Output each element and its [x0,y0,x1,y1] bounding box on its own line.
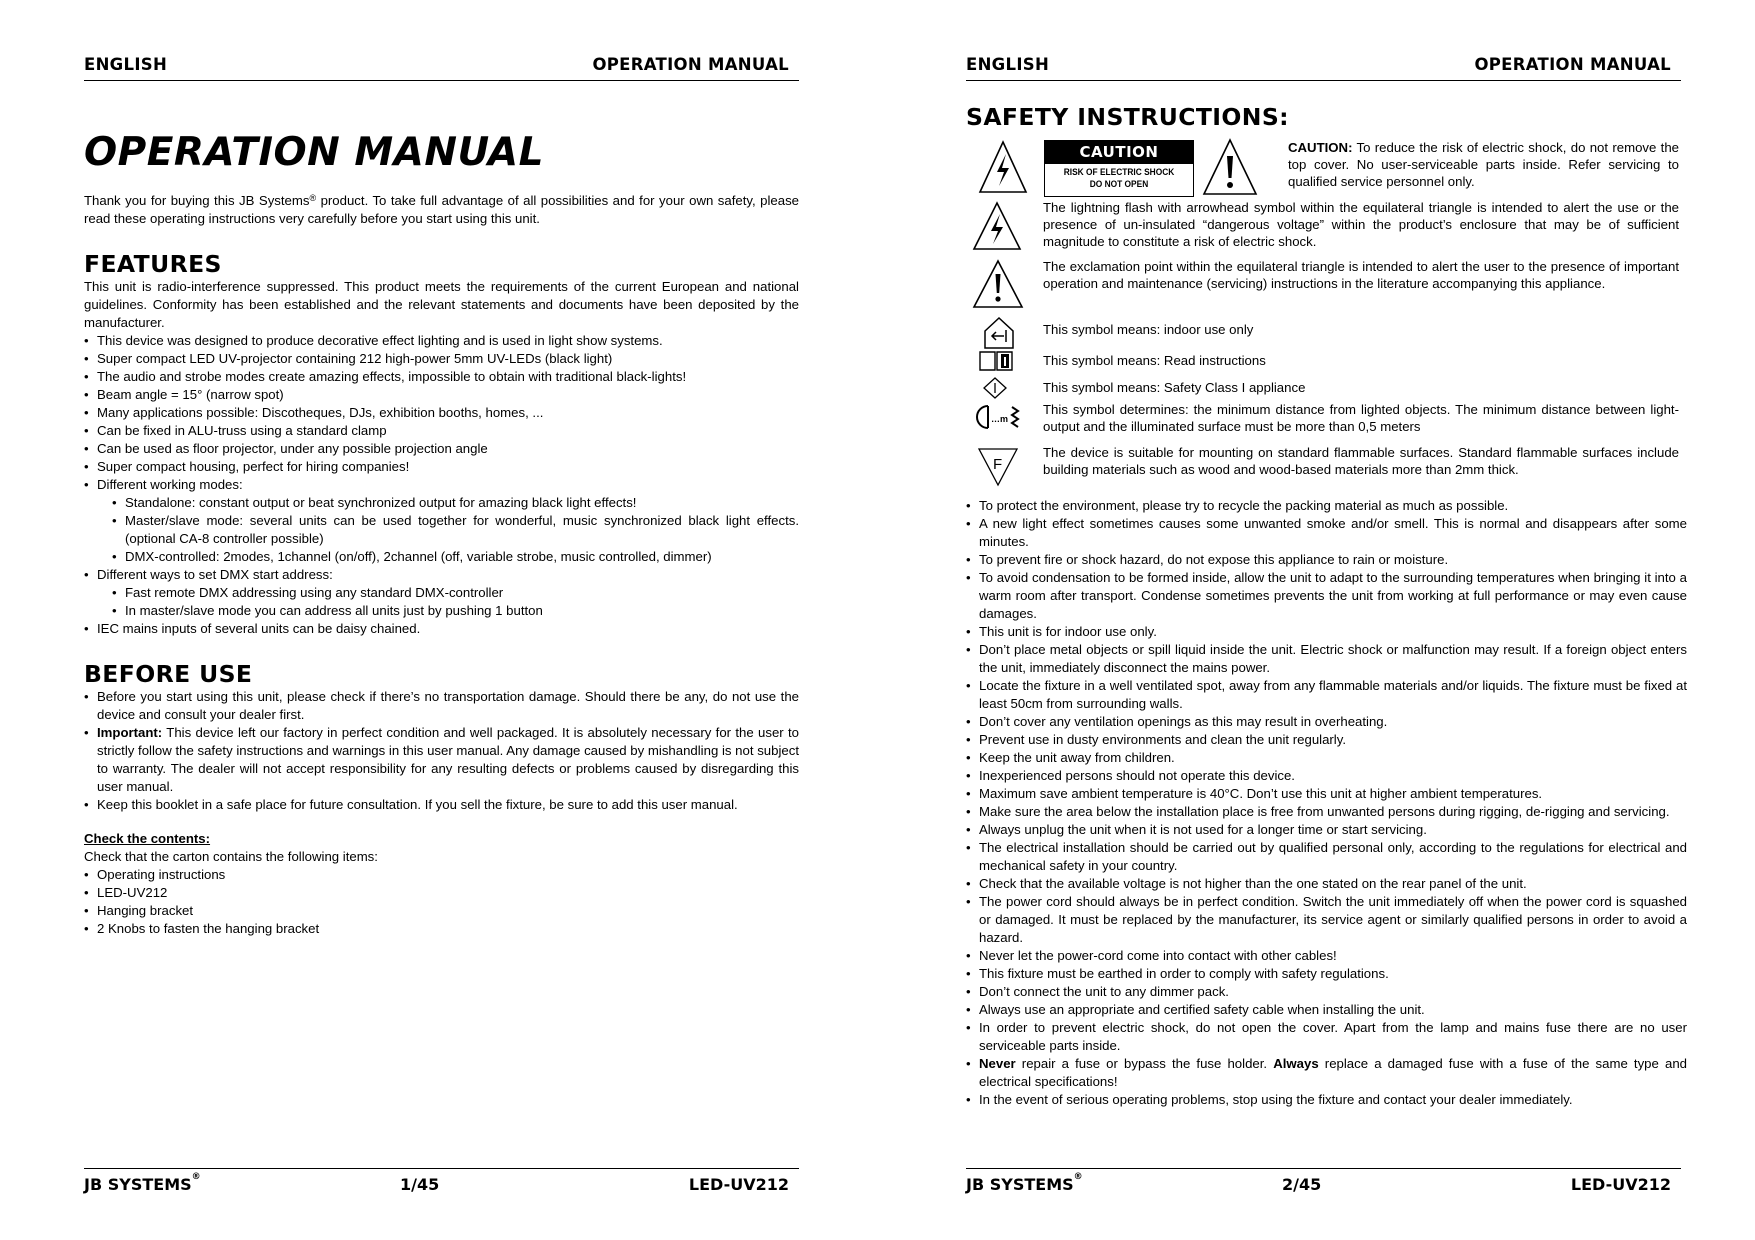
features-list [84,332,799,494]
dmx-address-list [84,584,799,620]
list-item: • Maximum save ambient temperature is 40°C. Don’t use this unit at higher ambient temperatures. [966,785,1687,803]
flammable-label: F [993,456,1003,473]
page-footer [966,1168,1681,1195]
list-item: • Before you start using this unit, please check if there’s no transportation damage. Should there be any, do not use the device and consult your dealer first. [84,688,799,724]
list-item: • Never repair a fuse or bypass the fuse holder. Always replace a damaged fuse with a fuse of the same type and electrical specifications! [966,1055,1687,1091]
list-item: • To protect the environment, please try to recycle the packing material as much as possible. [966,497,1687,515]
list-item: • In order to prevent electric shock, do not open the cover. Apart from the lamp and mains fuse there are no user serviceable parts inside. [966,1019,1687,1055]
page-left [84,0,799,1240]
list-item: • Make sure the area below the installation place is free from unwanted persons during rigging, de-rigging and servicing. [966,803,1687,821]
footer-model: LED-UV212 [1570,1175,1671,1194]
list-item: • Don’t place metal objects or spill liquid inside the unit. Electric shock or malfunction may result. If a foreign object enters the unit, immediately disconnect the mains power. [966,641,1687,677]
list-item: • Don’t cover any ventilation openings as this may result in overheating. [966,713,1687,731]
contents-heading: Check the contents: [84,831,211,846]
footer-page-number: 2/45 [1282,1175,1322,1194]
exclamation-warning-icon [1202,138,1258,196]
symbol-description: The lightning flash with arrowhead symbol within the equilateral triangle is intended to alert the use or the presence of un-insulated “dangerous voltage” within the product’s enclosure that may be of sufficient magnitude to constitute a risk of electric shock. [1043,200,1679,249]
footer-page-number: 1/45 [400,1175,440,1194]
features-list-cont [84,566,799,584]
list-item: • Never let the power-cord come into contact with other cables! [966,947,1687,965]
page-header [966,54,1681,81]
list-item: • Operating instructions [84,866,799,884]
list-item: • In the event of serious operating problems, stop using the fixture and contact your dealer immediately. [966,1091,1687,1109]
list-item: • A new light effect sometimes causes some unwanted smoke and/or smell. This is normal and disappears after some minutes. [966,515,1687,551]
list-item: • Keep the unit away from children. [966,749,1687,767]
caution-text: CAUTION: To reduce the risk of electric shock, do not remove the top cover. No user-serviceable parts inside. Refer servicing to qualified service personnel only. [1288,140,1679,189]
safety-class-icon [983,377,1007,403]
distance-label: …m [991,414,1009,424]
list-item: • Prevent use in dusty environments and clean the unit regularly. [966,731,1687,749]
list-item: • LED-UV212 [84,884,799,902]
lightning-triangle-icon [972,201,1022,255]
list-item: • The audio and strobe modes create amazing effects, impossible to obtain with traditional black-lights! [84,368,799,386]
features-paragraph: This unit is radio-interference suppressed. This product meets the requirements of the current European and national guidelines. Conformity has been established and the relevant statements and documents have been deposited by the manufacturer. [84,279,799,330]
min-distance-icon [976,403,1022,435]
list-item: • Can be used as floor projector, under any possible projection angle [84,440,799,458]
list-item: • Beam angle = 15° (narrow spot) [84,386,799,404]
list-item: • Locate the fixture in a well ventilated spot, away from any flammable materials and/or liquids. The fixture must be fixed at least 50cm from surrounding walls. [966,677,1687,713]
list-item: • To avoid condensation to be formed inside, allow the unit to adapt to the surrounding temperatures when bringing it into a warm room after transport. Condense sometimes prevents the unit from working at full performance or may even cause damages. [966,569,1687,623]
intro-paragraph: Thank you for buying this JB Systems® product. To take full advantage of all possibilities and for your own safety, please read these operating instructions very carefully before you start using this unit. [84,193,800,226]
list-item: • Standalone: constant output or beat synchronized output for amazing black light effects! [112,494,799,512]
list-item: • This unit is for indoor use only. [966,623,1687,641]
footer-brand: JB SYSTEMS® [966,1172,1083,1194]
list-item: • The electrical installation should be carried out by qualified personal only, according to the regulations for electrical and mechanical safety in your country. [966,839,1687,875]
caution-label-box [1044,140,1194,197]
list-item: • Many applications possible: Discotheques, DJs, exhibition booths, homes, ... [84,404,799,422]
list-item: • Different working modes: [84,476,799,494]
symbol-description: This symbol means: Read instructions [1043,353,1266,368]
read-instructions-icon [978,348,1014,376]
list-item: • Master/slave mode: several units can be used together for wonderful, music synchronized black light effects. (optional CA-8 controller possible) [112,512,799,548]
page-header [84,54,799,81]
caution-label: CAUTION [1045,141,1193,164]
contents-intro: Check that the carton contains the following items: [84,849,378,864]
list-item: • This device was designed to produce decorative effect lighting and is used in light show systems. [84,332,799,350]
list-item: • Fast remote DMX addressing using any standard DMX-controller [112,584,799,602]
features-heading: FEATURES [84,250,222,278]
list-item: • Always use an appropriate and certified safety cable when installing the unit. [966,1001,1687,1019]
symbol-description: This symbol determines: the minimum distance from lighted objects. The minimum distance between light-output and the illuminated surface must be more than 0,5 meters [1043,402,1679,434]
list-item: • Keep this booklet in a safe place for future consultation. If you sell the fixture, be sure to add this user manual. [84,796,799,814]
page-title: OPERATION MANUAL [84,130,544,175]
before-use-heading: BEFORE USE [84,660,253,688]
features-list-end [84,620,799,638]
important-label: Important: [97,725,163,740]
header-doc-title: OPERATION MANUAL [1474,55,1671,74]
safety-heading: SAFETY INSTRUCTIONS: [966,103,1289,131]
symbol-description: The device is suitable for mounting on standard flammable surfaces. Standard flammable surfaces include building materials such as wood and wood-based materials more than 2mm thick. [1043,445,1679,477]
list-item: • Hanging bracket [84,902,799,920]
symbol-description: The exclamation point within the equilateral triangle is intended to alert the user to the presence of important operation and maintenance (servicing) instructions in the literature accompanying this appliance. [1043,259,1679,291]
header-language: ENGLISH [84,55,168,74]
page-footer [84,1168,799,1195]
list-item: • IEC mains inputs of several units can be daisy chained. [84,620,799,638]
list-item: • Inexperienced persons should not operate this device. [966,767,1687,785]
footer-brand: JB SYSTEMS® [84,1172,201,1194]
footer-model: LED-UV212 [688,1175,789,1194]
list-item: • The power cord should always be in perfect condition. Switch the unit immediately off when the power cord is squashed or damaged. It must be replaced by the manufacturer, its service agent or similarly qualified persons in order to avoid a hazard. [966,893,1687,947]
list-item: • 2 Knobs to fasten the hanging bracket [84,920,799,938]
list-item: • In master/slave mode you can address all units just by pushing 1 button [112,602,799,620]
list-item: • To prevent fire or shock hazard, do not expose this appliance to rain or moisture. [966,551,1687,569]
list-item: • Super compact LED UV-projector containing 212 high-power 5mm UV-LEDs (black light) [84,350,799,368]
symbol-description: This symbol means: indoor use only [1043,322,1254,337]
list-item: • DMX-controlled: 2modes, 1channel (on/off), 2channel (off, variable strobe, music controlled, dimmer) [112,548,799,566]
list-item: • Important: This device left our factory in perfect condition and well packaged. It is absolutely necessary for the user to strictly follow the safety instructions and warnings in this user manual. Any damage caused by mishandling is not subject to warranty. The dealer will not accept responsibility for any resulting defects or problems caused by disregarding this user manual. [84,724,799,796]
symbol-description: This symbol means: Safety Class I appliance [1043,380,1306,395]
list-item: • Can be fixed in ALU-truss using a standard clamp [84,422,799,440]
working-modes-list [84,494,799,566]
page1-content [84,130,799,938]
header-doc-title: OPERATION MANUAL [592,55,789,74]
list-item: • Check that the available voltage is not higher than the one stated on the rear panel of the unit. [966,875,1687,893]
list-item: • Super compact housing, perfect for hiring companies! [84,458,799,476]
list-item: • Different ways to set DMX start address: [84,566,799,584]
contents-list [84,866,799,938]
before-use-list [84,688,799,814]
exclamation-triangle-icon [972,259,1024,313]
list-item: • Always unplug the unit when it is not used for a longer time or start servicing. [966,821,1687,839]
header-language: ENGLISH [966,55,1050,74]
caution-sublabel: RISK OF ELECTRIC SHOCK DO NOT OPEN [1063,167,1175,190]
flammable-surface-icon [977,447,1019,491]
list-item: • This fixture must be earthed in order to comply with safety regulations. [966,965,1687,983]
safety-list-container [966,497,1687,1109]
page-right [966,0,1687,1240]
list-item: • Don’t connect the unit to any dimmer pack. [966,983,1687,1001]
safety-list [966,497,1687,1109]
lightning-warning-icon [978,140,1028,194]
